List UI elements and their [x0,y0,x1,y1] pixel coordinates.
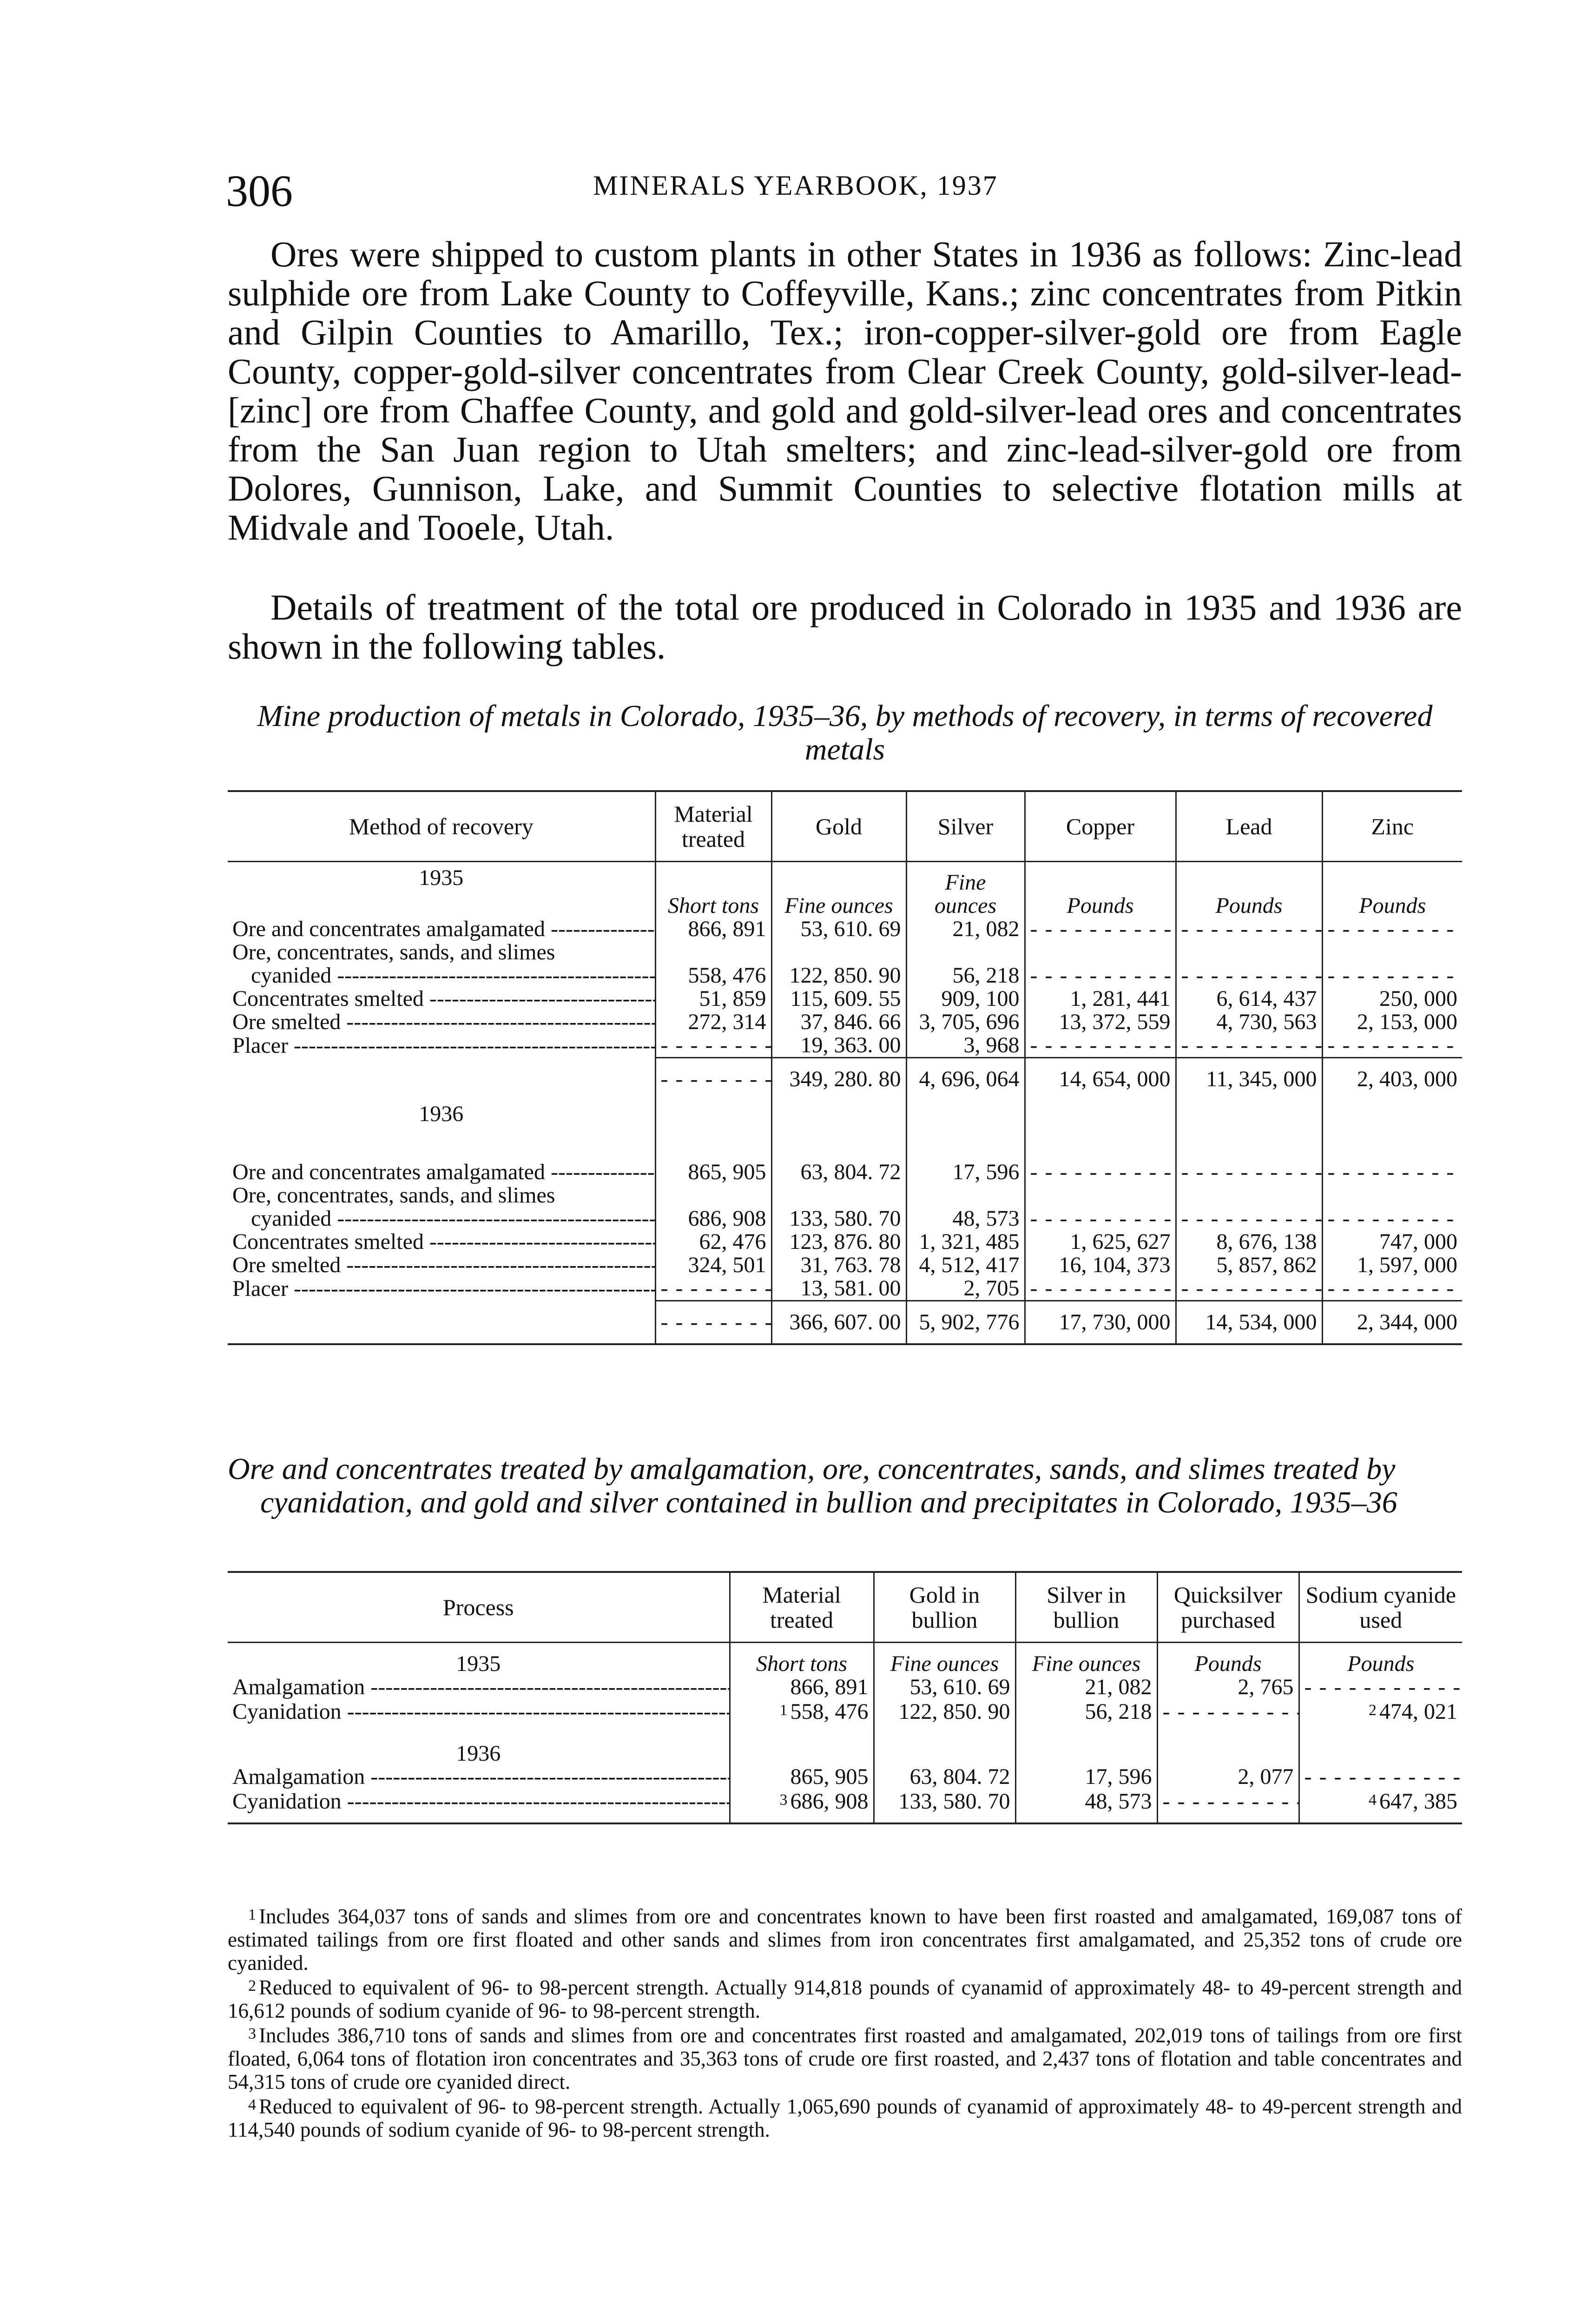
footnotes [228,1903,1462,2141]
col-gold-bullion: Gold in bullion [874,1572,1015,1643]
table-row: Cyanidation ----- $^1$ 558, 476 122, 850. 90 56, 218 - - - $^2$ 474, 021 [228,1699,1462,1723]
table-amalgamation-cyanidation [228,1571,1462,1824]
table-row: Cyanidation ----- $^3$ 686, 908 133, 580. 70 48, 573 - - - $^4$ 647, 385 [228,1789,1462,1823]
table-row: cyanided ----- 686, 908 133, 580. 70 48, 573 - - - - - - - - - [228,1207,1462,1230]
table-row: Ore, concentrates, sands, and slimes [228,1184,1462,1207]
col-silver-bullion: Silver in bullion [1015,1572,1157,1643]
paragraph-details: Details of treatment of the total ore produced in Colorado in 1935 and 1936 are shown in the following tables. [228,587,1462,667]
table2-units-row: 1935 Short tons Fine ounces Fine ounces Pounds Pounds [228,1643,1462,1676]
unit-zinc: Pounds [1322,894,1462,918]
table2-caption: Ore and concentrates treated by amalgamation, ore, concentrates, sands, and slimes treated by cyanidation, and gold and silver contained in bullion and precipitates in Colorado, 1935–36 [228,1452,1397,1519]
table1-units-row: Short tons Fine ounces ounces Pounds Pounds Pounds [228,894,1462,918]
footnote-1: $^1$ Includes 364,037 tons of sands and slimes from ore and concentrates known to have been first roasted and amalgamated, 169,087 tons of estimated tailings from ore first floated and other sands and slimes from iron concentrates first amalgamated, and 25,352 tons of crude ore cyanided. [228,1905,1462,1974]
col-silver: Silver [906,791,1025,862]
col-sodium-cyanide: Sodium cyanide used [1299,1572,1462,1643]
table-mine-production: Method of recovery Material treated Gold Silver Copper Lead Zinc 1935 Fine Short tons Fine ounces ounces Pounds Pounds Pounds Ore and concentrates amalgamated ----- 866, 891 53, 610. 69 21, 082 - - - - - - - - - Ore, concentrates, sands, and slimes cyanided ----- 558, 476 122, 850. 90 56, 218 - - - - - - - - - Concentrates smelted ----- 51, 859 115, 609. 55 909, 100 1, 281, 441 6, 614, 437 250, 000 Ore smelted ----- 272, 314 37, 846. 66 3, 705, 696 13, 372, 559 4, 730, 563 2, 153, 000 Placer ----- - - - 19, 363. 00 3, 968 - - - - - - - - - - - - 349, 280. 80 4, 696, 064 14, 654, 000 11, 345, 000 2, 403, 000 1936 Ore and concentrates amalgamated ----- 865, 905 63, 804. 72 17, 596 - - - - - - - - - Ore, concentrates, sands, and slimes cyanided ----- 686, 908 133, 580. 70 48, 573 - - - - - - - - - Concentrates smelted ----- 62, 476 123, 876. 80 1, 321, 485 1, 625, 627 8, 676, 138 747, 000 Ore smelted ----- 324, 501 31, 763. 78 4, 512, 417 16, 104, 373 5, 857, 862 1, 597, 000 Placer ----- - - - 13, 581. 00 2, 705 - - - - - - - - - - - - 366, 607. 00 5, 902, 776 17, 730, 000 14, 534, 000 2, 344, 000 [228,790,1462,1345]
table-row: Placer ----- - - - 13, 581. 00 2, 705 - - - - - - - - - [228,1277,1462,1301]
table-row: Placer ----- - - - 19, 363. 00 3, 968 - - - - - - - - - [228,1034,1462,1058]
table-row: Amalgamation ----- 866, 891 53, 610. 69 21, 082 2, 765 - - - [228,1676,1462,1699]
table-row: cyanided ----- 558, 476 122, 850. 90 56, 218 - - - - - - - - - [228,964,1462,987]
table-row: Ore, concentrates, sands, and slimes [228,941,1462,964]
table1-total-1936: - - - 366, 607. 00 5, 902, 776 17, 730, 000 14, 534, 000 2, 344, 000 [228,1301,1462,1344]
running-title: MINERALS YEARBOOK, 1937 [593,170,998,201]
col-lead: Lead [1176,791,1322,862]
table2-header-row [228,1572,1462,1643]
col-material: Material treated [655,791,771,862]
table-row: Concentrates smelted ----- 62, 476 123, 876. 80 1, 321, 485 1, 625, 627 8, 676, 138 747, 000 [228,1230,1462,1254]
unit-lead: Pounds [1176,894,1322,918]
unit-material: Short tons [655,894,771,918]
col-copper: Copper [1025,791,1176,862]
year-1936: 1936 [419,1101,464,1126]
unit-gold: Fine ounces [771,894,906,918]
table-row: Ore smelted ----- 272, 314 37, 846. 66 3, 705, 696 13, 372, 559 4, 730, 563 2, 153, 000 [228,1010,1462,1034]
unit-copper: Pounds [1025,894,1176,918]
footnote-3: $^3$ Includes 386,710 tons of sands and slimes from ore and concentrates first roasted and amalgamated, 202,019 tons of tailings from ore first floated, 6,064 tons of flotation iron concentrates and 35,363 tons of crude ore first roasted, and 2,437 tons of flotation and table concentrates and 54,315 tons of crude ore cyanided direct. [228,2024,1462,2093]
footnote-2: $^2$ Reduced to equivalent of 96- to 98-percent strength. Actually 914,818 pounds of cyanamid of approximately 48- to 49-percent strength and 16,612 pounds of sodium cyanide of 96- to 98-percent strength. [228,1976,1462,2022]
table-row: Ore and concentrates amalgamated ----- 865, 905 63, 804. 72 17, 596 - - - - - - - - - [228,1161,1462,1184]
col-gold: Gold [771,791,906,862]
table-row: Amalgamation ----- 865, 905 63, 804. 72 17, 596 2, 077 - - - [228,1765,1462,1789]
table-row: Concentrates smelted ----- 51, 859 115, 609. 55 909, 100 1, 281, 441 6, 614, 437 250, 000 [228,987,1462,1010]
col-process: Process [228,1572,730,1643]
col-method: Method of recovery [228,791,655,862]
paragraph-shipments: Ores were shipped to custom plants in other States in 1936 as follows: Zinc-lead sulphide ore from Lake County to Coffeyville, Kans.; zinc concentrates from Pitkin and Gilpin Counties to Amarillo, Tex.; iron-copper-silver-gold ore from Eagle County, copper-gold-silver concentrates from Clear Creek County, gold-silver-lead-[zinc] ore from Chaffee County, and gold and gold-silver-lead ores and concentrates from the San Juan region to Utah smelters; and zinc-lead-silver-gold ore from Dolores, Gunnison, Lake, and Summit Counties to selective flotation mills at Midvale and Tooele, Utah. [228,234,1462,548]
table1-header-row [228,791,1462,862]
footnote-4: $^4$ Reduced to equivalent of 96- to 98-percent strength. Actually 1,065,690 pounds of cyanamid of approximately 48- to 49-percent strength and 114,540 pounds of sodium cyanide of 96- to 98-percent strength. [228,2095,1462,2141]
year-1935: 1935 [419,865,464,891]
col-zinc: Zinc [1322,791,1462,862]
table-row: Ore and concentrates amalgamated ----- 866, 891 53, 610. 69 21, 082 - - - - - - - - - [228,918,1462,941]
table1-caption: Mine production of metals in Colorado, 1935–36, by methods of recovery, in terms of recovered metals [257,699,1433,766]
year-1935-b: 1935 [456,1651,501,1676]
col-material-treated: Material treated [730,1572,874,1643]
table-row: Ore smelted ----- 324, 501 31, 763. 78 4, 512, 417 16, 104, 373 5, 857, 862 1, 597, 000 [228,1254,1462,1277]
page-number: 306 [226,166,293,216]
table1-total-1935: - - - 349, 280. 80 4, 696, 064 14, 654, 000 11, 345, 000 2, 403, 000 [228,1057,1462,1100]
col-quicksilver: Quicksilver purchased [1157,1572,1299,1643]
year-1936-b: 1936 [456,1741,501,1765]
